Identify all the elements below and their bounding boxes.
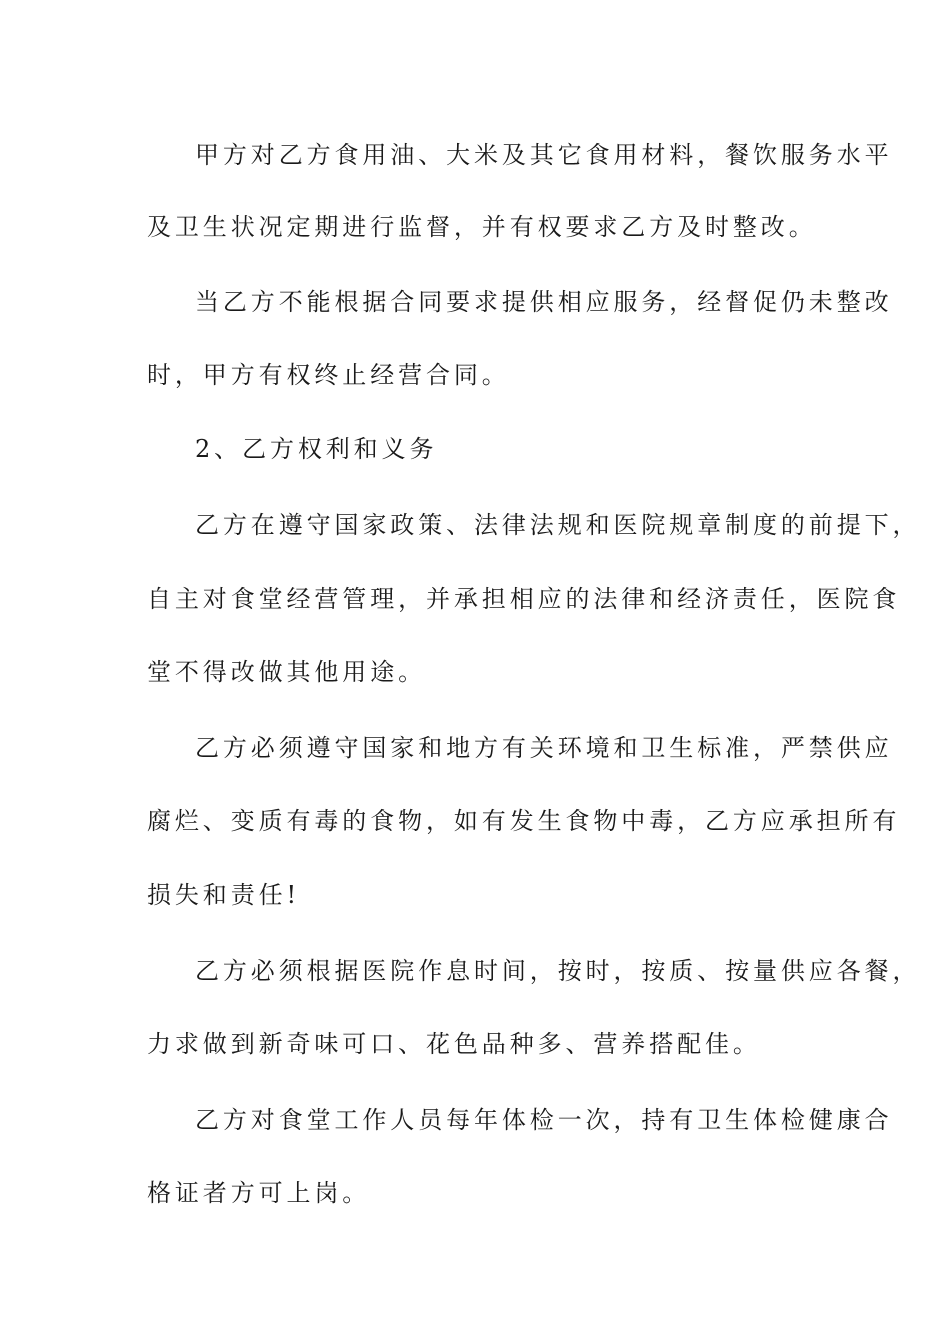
section-heading: 2、乙方权利和义务 [195, 435, 438, 463]
paragraph-4-line-1: 乙方必须遵守国家和地方有关环境和卫生标准，严禁供应 [195, 734, 893, 762]
paragraph-1-line-2: 及卫生状况定期进行监督，并有权要求乙方及时整改。 [147, 213, 817, 241]
paragraph-4-line-2: 腐烂、变质有毒的食物，如有发生食物中毒，乙方应承担所有 [147, 807, 901, 835]
paragraph-2-line-1: 当乙方不能根据合同要求提供相应服务，经督促仍未整改 [195, 288, 893, 316]
paragraph-3-line-3: 堂不得改做其他用途。 [147, 658, 426, 686]
paragraph-6-line-1: 乙方对食堂工作人员每年体检一次，持有卫生体检健康合 [195, 1106, 893, 1134]
paragraph-3-line-1: 乙方在遵守国家政策、法律法规和医院规章制度的前提下， [195, 511, 921, 539]
paragraph-5-line-1: 乙方必须根据医院作息时间，按时，按质、按量供应各餐， [195, 957, 921, 985]
paragraph-5-line-2: 力求做到新奇味可口、花色品种多、营养搭配佳。 [147, 1030, 761, 1058]
paragraph-2-line-2: 时，甲方有权终止经营合同。 [147, 361, 510, 389]
paragraph-3-line-2: 自主对食堂经营管理，并承担相应的法律和经济责任，医院食 [147, 585, 901, 613]
paragraph-6-line-2: 格证者方可上岗。 [147, 1179, 371, 1207]
paragraph-1-line-1: 甲方对乙方食用油、大米及其它食用材料，餐饮服务水平 [195, 141, 893, 169]
paragraph-4-line-3: 损失和责任! [147, 881, 301, 909]
